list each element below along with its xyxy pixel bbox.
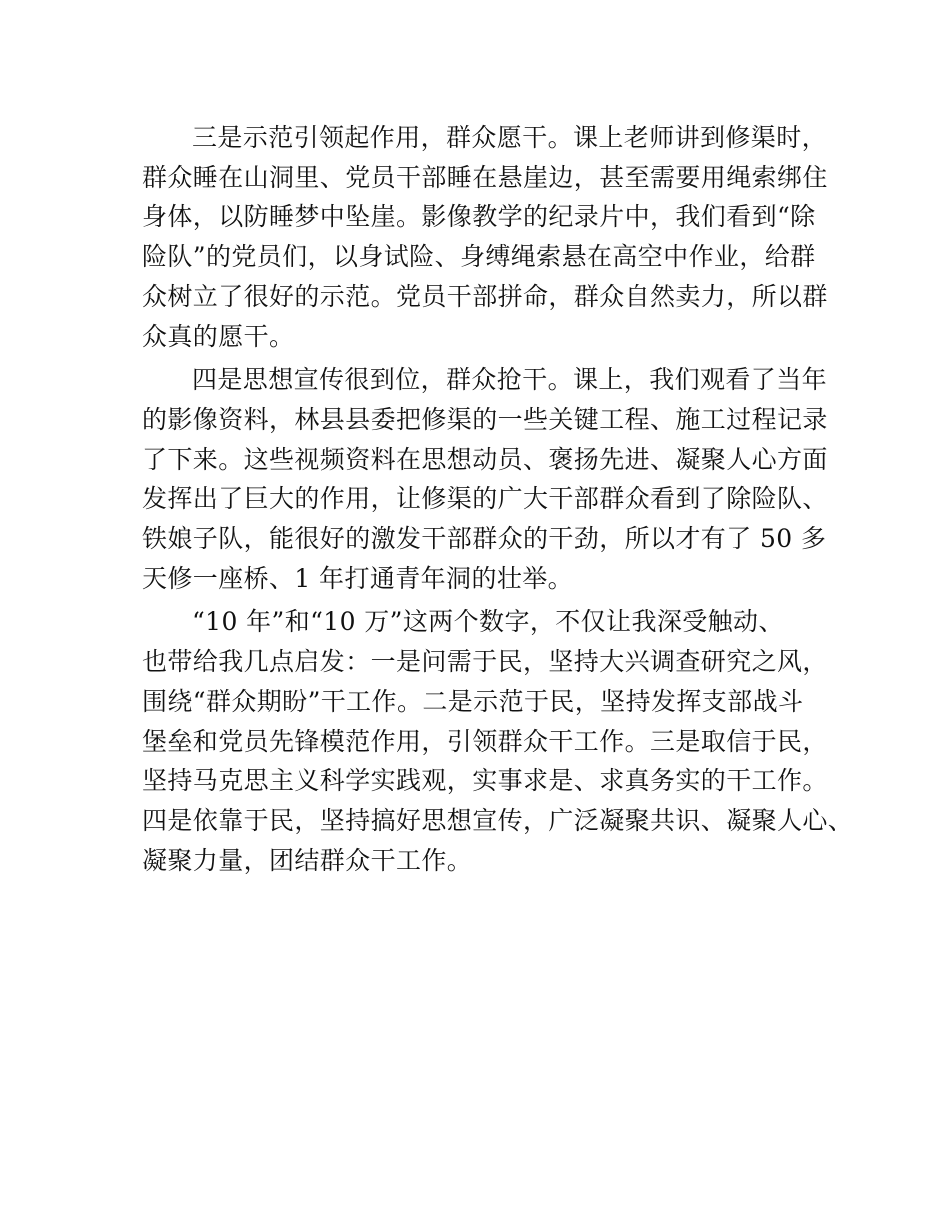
paragraph-line: 了下来。这些视频资料在思想动员、褒扬先进、凝聚人心方面 bbox=[142, 444, 828, 474]
paragraph-2 bbox=[142, 360, 827, 598]
paragraph-line: 堡垒和党员先锋模范作用，引领群众干工作。三是取信于民， bbox=[142, 726, 828, 756]
paragraph-line: 发挥出了巨大的作用，让修渠的广大干部群众看到了除险队、 bbox=[142, 484, 828, 514]
paragraph-line: 天修一座桥、1 年打通青年洞的壮举。 bbox=[142, 563, 574, 593]
paragraph-line: 群众睡在山洞里、党员干部睡在悬崖边，甚至需要用绳索绑住 bbox=[142, 162, 828, 192]
paragraph-line: 铁娘子队，能很好的激发干部群众的干劲，所以才有了 50 多 bbox=[142, 524, 827, 554]
paragraph-line: 众树立了很好的示范。党员干部拼命，群众自然卖力，所以群 bbox=[142, 281, 828, 311]
paragraph-3 bbox=[142, 602, 854, 880]
paragraph-line: “10 年”和“10 万”这两个数字，不仅让我深受触动、 bbox=[192, 607, 784, 637]
paragraph-line: 的影像资料，林县县委把修渠的一些关键工程、施工过程记录 bbox=[142, 404, 828, 434]
document-body bbox=[142, 118, 854, 880]
paragraph-line: 身体，以防睡梦中坠崖。影像教学的纪录片中，我们看到“除 bbox=[142, 202, 816, 232]
paragraph-line: 围绕“群众期盼”干工作。二是示范于民，坚持发挥支部战斗 bbox=[142, 686, 804, 716]
paragraph-line: 险队”的党员们，以身试险、身缚绳索悬在高空中作业，给群 bbox=[142, 242, 816, 272]
paragraph-line: 也带给我几点启发：一是问需于民，坚持大兴调查研究之风， bbox=[142, 647, 828, 677]
paragraph-line: 四是依靠于民，坚持搞好思想宣传，广泛凝聚共识、凝聚人心、 bbox=[142, 805, 854, 835]
paragraph-line: 坚持马克思主义科学实践观，实事求是、求真务实的干工作。 bbox=[142, 766, 828, 796]
paragraph-line: 众真的愿干。 bbox=[142, 321, 295, 351]
paragraph-1 bbox=[142, 118, 827, 356]
paragraph-line: 凝聚力量，团结群众干工作。 bbox=[142, 845, 473, 875]
paragraph-line: 三是示范引领起作用，群众愿干。课上老师讲到修渠时， bbox=[192, 123, 828, 152]
paragraph-line: 四是思想宣传很到位，群众抢干。课上，我们观看了当年 bbox=[192, 365, 828, 395]
